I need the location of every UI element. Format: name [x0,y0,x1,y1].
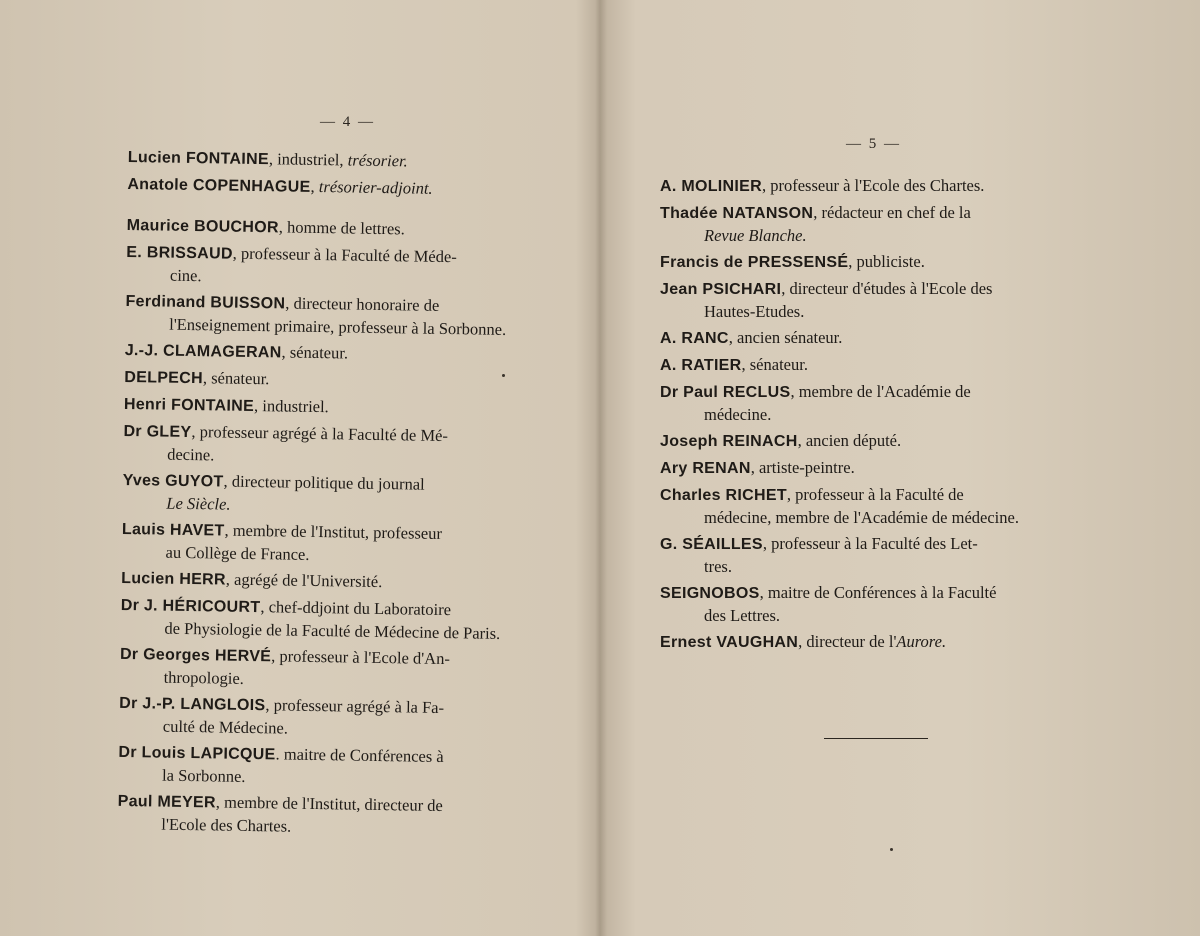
ink-speck [890,848,893,851]
right-entry-list [660,175,1084,658]
list-item: E. BRISSAUD, professeur à la Faculté de Méde- cine. [126,243,457,286]
list-item: Lucien HERR, agrégé de l'Université. [121,569,383,592]
list-item: Ernest VAUGHAN, directeur de l'Aurore. [660,632,947,651]
list-item: A. RATIER, sénateur. [660,355,808,374]
list-item: Anatole COPENHAGUE, trésorier-adjoint. [127,175,433,198]
list-item: Dr Louis LAPICQUE. maitre de Conférences à la Sorbonne. [118,743,444,786]
list-item: Dr J. HÉRICOURT, chef-ddjoint du Laboratoire de Physiologie de la Faculté de Médecine de Paris. [120,596,501,643]
list-item: A. RANC, ancien sénateur. [660,328,843,347]
ink-speck [502,374,505,377]
list-item: Maurice BOUCHOR, homme de lettres. [126,216,405,239]
list-item: Ary RENAN, artiste-peintre. [660,458,855,477]
list-item: Ferdinand BUISSON, directeur honoraire de l'Enseignement primaire, professeur à la Sorbonne. [125,292,507,339]
left-page [0,0,598,936]
list-item: Thadée NATANSON, rédacteur en chef de la Revue Blanche. [660,203,971,245]
list-item: Dr GLEY, professeur agrégé à la Faculté de Mé- decine. [123,422,449,465]
list-item: Dr J.-P. LANGLOIS, professeur agrégé à la Fa- culté de Médecine. [119,694,445,738]
list-item: Dr Paul RECLUS, membre de l'Académie de médecine. [660,382,971,424]
list-item: Charles RICHET, professeur à la Faculté de médecine, membre de l'Académie de médecine. [660,485,1019,527]
closing-rule [824,738,928,739]
list-item: Jean PSICHARI, directeur d'études à l'Ecole des Hautes-Etudes. [660,279,993,321]
list-item: DELPECH, sénateur. [124,368,270,389]
list-item: SEIGNOBOS, maitre de Conférences à la Faculté des Lettres. [660,583,997,625]
list-item: Henri FONTAINE, industriel. [123,395,329,417]
list-item: Paul MEYER, membre de l'Institut, directeur de l'Ecole des Chartes. [117,792,444,836]
right-page [602,0,1200,936]
list-item: Yves GUYOT, directeur politique du journal Le Siècle. [122,471,425,514]
list-item: Lucien FONTAINE, industriel, trésorier. [127,148,408,171]
list-item: G. SÉAILLES, professeur à la Faculté des Let- tres. [660,534,978,576]
list-item: Dr Georges HERVÉ, professeur à l'Ecole d'An- thropologie. [119,645,451,688]
page-number-right: — 5 — [846,136,901,152]
list-item: Joseph REINACH, ancien député. [660,431,902,450]
list-item: Lauis HAVET, membre de l'Institut, professeur au Collège de France. [121,520,443,564]
page-number-left: — 4 — [320,114,375,130]
left-entry-list [117,146,552,846]
list-item: Francis de PRESSENSÉ, publiciste. [660,252,925,271]
list-item: A. MOLINIER, professeur à l'Ecole des Chartes. [660,176,985,195]
list-item: J.-J. CLAMAGERAN, sénateur. [124,341,349,363]
